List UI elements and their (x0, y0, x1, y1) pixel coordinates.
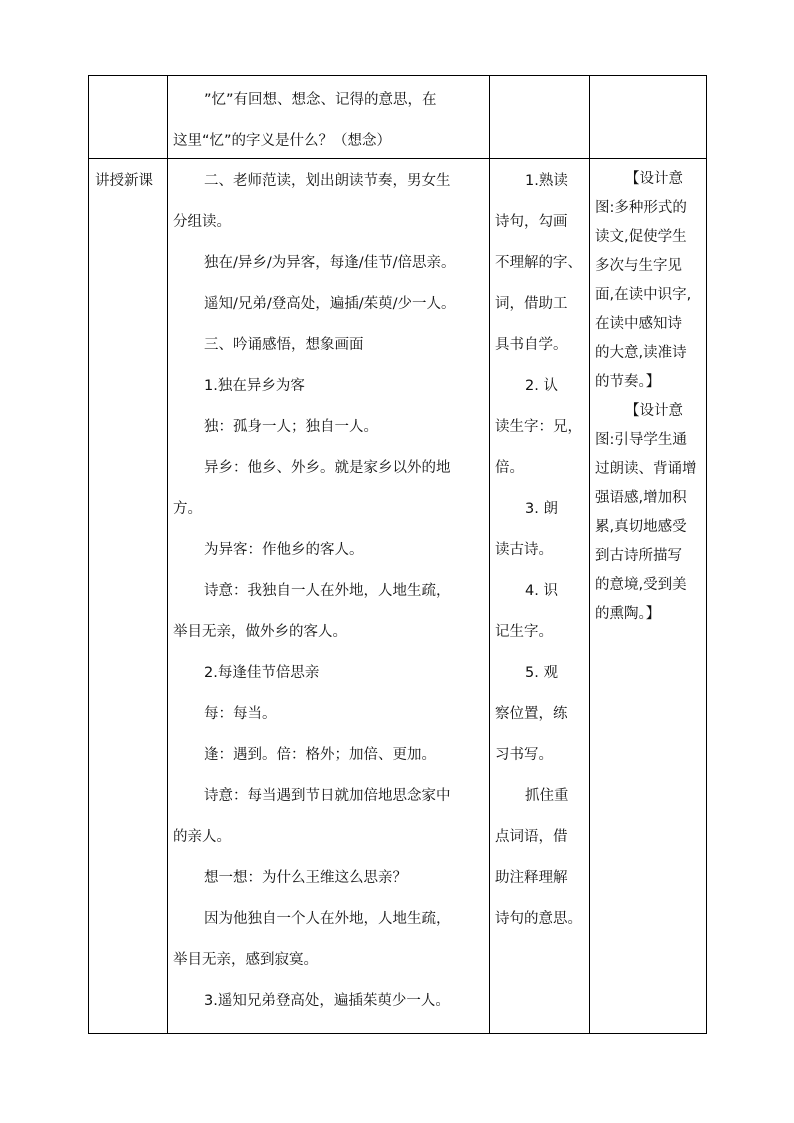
text-line: 逢：遇到。倍：格外；加倍、更加。 (204, 747, 436, 763)
stage-label: 讲授新课 (95, 173, 153, 189)
text-line: 面,在读中识字, (595, 287, 692, 303)
text-line: 遥知/兄弟/登高处，遍插/茱萸/少一人。 (204, 296, 456, 312)
text-line: 在读中感知诗 (595, 316, 682, 332)
text-line: ”忆”有回想、想念、记得的意思，在 (204, 92, 437, 108)
text-line: 举目无亲，感到寂寞。 (173, 952, 318, 968)
text-line: 的大意,读准诗 (595, 345, 687, 361)
subheading: 3.遥知兄弟登高处，遍插茱萸少一人。 (204, 993, 450, 1009)
row1-content-cell (173, 80, 485, 162)
text-line: 异乡：他乡、外乡。就是家乡以外的地 (204, 460, 451, 476)
text-line: 过朗读、背诵增 (595, 461, 697, 477)
text-line: 到古诗所描写 (595, 548, 682, 564)
text-line: 【设计意 (625, 171, 683, 187)
text-line: 读古诗。 (495, 542, 553, 558)
text-line: 举目无亲，做外乡的客人。 (173, 624, 347, 640)
text-line: 图:引导学生通 (595, 432, 687, 448)
column-divider (589, 76, 590, 1033)
subheading: 1.独在异乡为客 (204, 378, 305, 394)
text-line: 点词语，借 (495, 829, 568, 845)
text-line: 1.熟读 (525, 173, 568, 189)
teaching-content-cell (173, 161, 488, 1022)
text-line: 方。 (173, 501, 202, 517)
text-line: 的亲人。 (173, 829, 231, 845)
text-line: 诗句，勾画 (495, 214, 568, 230)
text-line: 强语感,增加积 (595, 490, 687, 506)
text-line: 诗意：每当遇到节日就加倍地思念家中 (204, 788, 451, 804)
text-line: 5. 观 (525, 665, 558, 681)
text-line: 读生字：兄， (495, 419, 582, 435)
text-line: 记生字。 (495, 624, 553, 640)
text-line: 图:多种形式的 (595, 200, 687, 216)
text-line: 2. 认 (525, 378, 558, 394)
text-line: 【设计意 (625, 403, 683, 419)
text-line: 4. 识 (525, 583, 558, 599)
text-line: 不理解的字、 (495, 255, 582, 271)
text-line: 察位置，练 (495, 706, 568, 722)
design-intent-cell (595, 165, 707, 629)
subheading: 2.每逢佳节倍思亲 (204, 665, 320, 681)
text-line: 读文,促使学生 (595, 229, 687, 245)
text-line: 习书写。 (495, 747, 553, 763)
text-line: 独在/异乡/为异客，每逢/佳节/倍思亲。 (204, 255, 456, 271)
text-line: 每：每当。 (204, 706, 277, 722)
text-line: 诗意：我独自一人在外地，人地生疏， (204, 583, 451, 599)
text-line: 多次与生字见 (595, 258, 682, 274)
text-line: 倍。 (495, 460, 524, 476)
text-line: 独：孤身一人；独自一人。 (204, 419, 378, 435)
text-line: 这里“忆”的字义是什么？（想念） (173, 133, 392, 149)
text-line: 因为他独自一个人在外地，人地生疏， (204, 911, 451, 927)
text-line: 累,真切地感受 (595, 519, 687, 535)
text-line: 的节奏。】 (595, 374, 661, 390)
stage-label-cell (95, 167, 165, 196)
lesson-table (88, 75, 707, 1034)
text-line: 词，借助工 (495, 296, 568, 312)
text-line: 为异客：作他乡的客人。 (204, 542, 364, 558)
text-line: 的意境,受到美 (595, 577, 687, 593)
text-line: 3. 朗 (525, 501, 558, 517)
text-line: 想一想：为什么王维这么思亲？ (204, 870, 407, 886)
text-line: 分组读。 (173, 214, 231, 230)
text-line: 的熏陶。】 (595, 606, 661, 622)
section-heading: 三、吟诵感悟，想象画面 (204, 337, 364, 353)
text-line: 抓住重 (525, 788, 569, 804)
column-divider (167, 76, 168, 1033)
column-divider (489, 76, 490, 1033)
text-line: 助注释理解 (495, 870, 568, 886)
text-line: 具书自学。 (495, 337, 568, 353)
student-activity-cell (495, 161, 587, 940)
text-line: 二、老师范读，划出朗读节奏，男女生 (204, 173, 451, 189)
text-line: 诗句的意思。 (495, 911, 582, 927)
